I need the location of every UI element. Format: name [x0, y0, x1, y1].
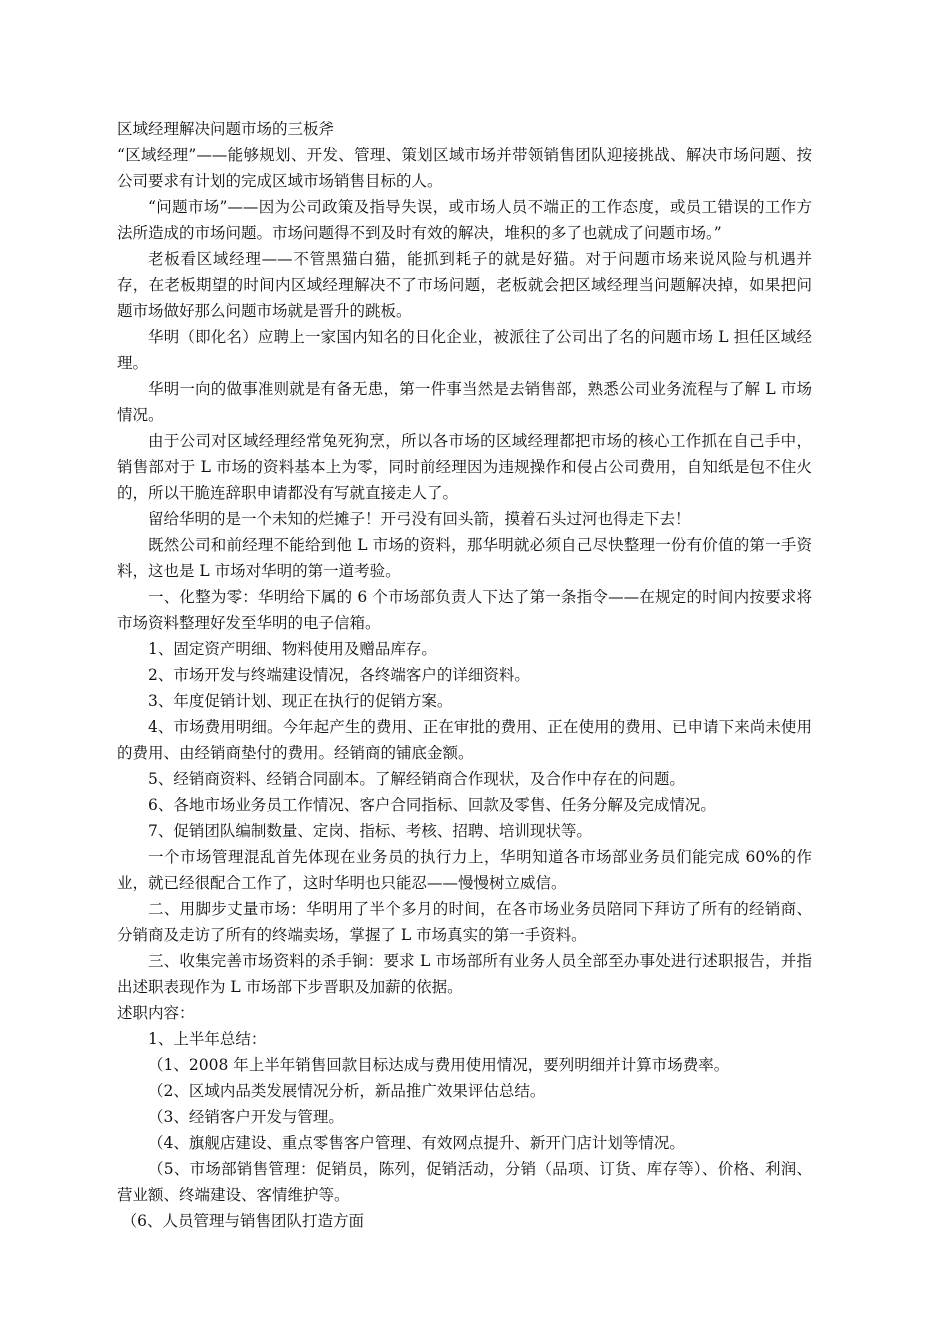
paragraph: “区域经理”——能够规划、开发、管理、策划区域市场并带领销售团队迎接挑战、解决市场问题、按公司要求有计划的完成区域市场销售目标的人。	[117, 146, 812, 190]
paragraph: “问题市场”——因为公司政策及指导失误，或市场人员不端正的工作态度，或员工错误的工作方法所造成的市场问题。市场问题得不到及时有效的解决，堆积的多了也就成了问题市场。”	[117, 198, 812, 242]
list-item: 1、固定资产明细、物料使用及赠品库存。	[148, 640, 437, 658]
section-heading-step-3: 三、收集完善市场资料的杀手锏：要求 L 市场部所有业务人员全部至办事处进行述职报告，并指出述职表现作为 L 市场部下步晋职及加薪的依据。	[117, 952, 812, 996]
list-item: 1、上半年总结：	[148, 1030, 267, 1048]
list-item: 6、各地市场业务员工作情况、客户合同指标、回款及零售、任务分解及完成情况。	[148, 796, 716, 814]
section-heading-step-2: 二、用脚步丈量市场：华明用了半个多月的时间，在各市场业务员陪同下拜访了所有的经销商、分销商及走访了所有的终端卖场，掌握了 L 市场真实的第一手资料。	[117, 900, 812, 944]
sub-list-item: （2、区域内品类发展情况分析，新品推广效果评估总结。	[148, 1082, 546, 1100]
sub-list-item: （3、经销客户开发与管理。	[148, 1108, 344, 1126]
paragraph: 由于公司对区域经理经常兔死狗烹，所以各市场的区域经理都把市场的核心工作抓在自己手中，销售部对于 L 市场的资料基本上为零，同时前经理因为违规操作和侵占公司费用，自知纸是包不住火的，所以干脆连辞职申请都没有写就直接走人了。	[117, 432, 812, 502]
paragraph: 华明（即化名）应聘上一家国内知名的日化企业，被派往了公司出了名的问题市场 L 担任区域经理。	[117, 328, 812, 372]
list-item: 5、经销商资料、经销合同副本。了解经销商合作现状，及合作中存在的问题。	[148, 770, 685, 788]
list-item: 2、市场开发与终端建设情况，各终端客户的详细资料。	[148, 666, 530, 684]
document-body	[117, 116, 812, 1234]
paragraph: 老板看区域经理——不管黑猫白猫，能抓到耗子的就是好猫。对于问题市场来说风险与机遇并存，在老板期望的时间内区域经理解决不了市场问题，老板就会把区域经理当问题解决掉，如果把问题市场做好那么问题市场就是晋升的跳板。	[117, 250, 812, 320]
list-item: 3、年度促销计划、现正在执行的促销方案。	[148, 692, 453, 710]
paragraph: 留给华明的是一个未知的烂摊子！开弓没有回头箭，摸着石头过河也得走下去！	[148, 510, 691, 528]
list-item: 7、促销团队编制数量、定岗、指标、考核、招聘、培训现状等。	[148, 822, 592, 840]
document-title: 区域经理解决问题市场的三板斧	[117, 120, 335, 138]
sub-list-item: （5、市场部销售管理：促销员，陈列，促销活动，分销（品项、订货、库存等）、价格、利润、营业额、终端建设、客情维护等。	[117, 1160, 812, 1204]
section-heading-step-1: 一、化整为零：华明给下属的 6 个市场部负责人下达了第一条指令——在规定的时间内按要求将市场资料整理好发至华明的电子信箱。	[117, 588, 812, 632]
paragraph: 既然公司和前经理不能给到他 L 市场的资料，那华明就必须自己尽快整理一份有价值的第一手资料，这也是 L 市场对华明的第一道考验。	[117, 536, 812, 580]
sub-list-item: （4、旗舰店建设、重点零售客户管理、有效网点提升、新开门店计划等情况。	[148, 1134, 685, 1152]
paragraph: 一个市场管理混乱首先体现在业务员的执行力上，华明知道各市场部业务员们能完成 60%的作业，就已经很配合工作了，这时华明也只能忍——慢慢树立威信。	[117, 848, 812, 892]
report-content-heading: 述职内容：	[117, 1004, 195, 1022]
sub-list-item: （6、人员管理与销售团队打造方面	[121, 1212, 365, 1230]
sub-list-item: （1、2008 年上半年销售回款目标达成与费用使用情况，要列明细并计算市场费率。	[148, 1056, 730, 1074]
paragraph: 华明一向的做事准则就是有备无患，第一件事当然是去销售部，熟悉公司业务流程与了解 L 市场情况。	[117, 380, 812, 424]
list-item: 4、市场费用明细。今年起产生的费用、正在审批的费用、正在使用的费用、已申请下来尚未使用的费用、由经销商垫付的费用。经销商的铺底金额。	[117, 718, 812, 762]
